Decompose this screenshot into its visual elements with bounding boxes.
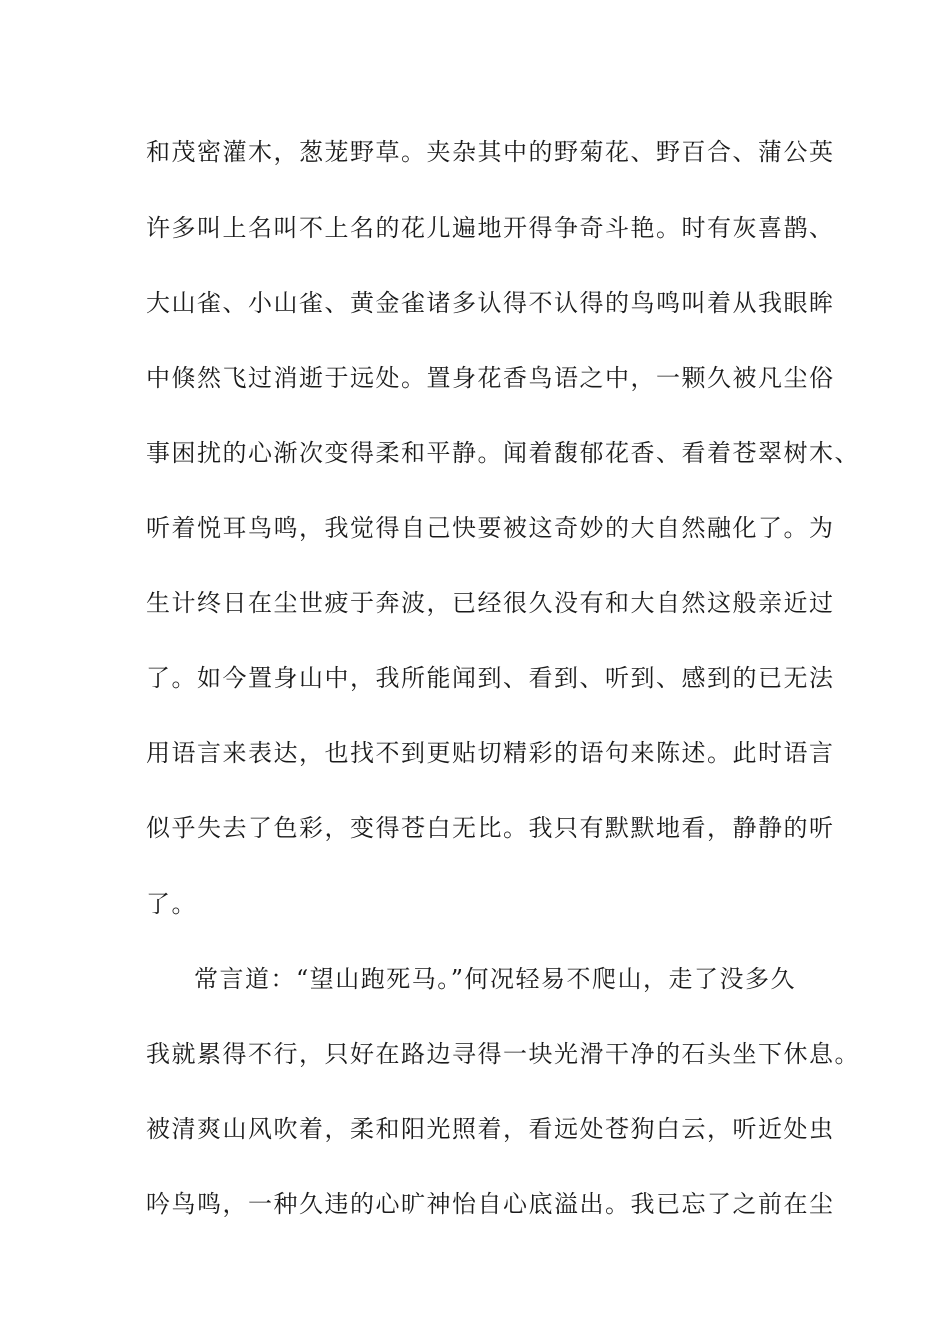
text-line: 听着悦耳鸟鸣，我觉得自己快要被这奇妙的大自然融化了。为	[146, 514, 835, 542]
text-line: 用语言来表达，也找不到更贴切精彩的语句来陈述。此时语言	[146, 739, 835, 767]
text-line: 被清爽山风吹着，柔和阳光照着，看远处苍狗白云，听近处虫	[146, 1115, 835, 1143]
text-line: 和茂密灌木，葱茏野草。夹杂其中的野菊花、野百合、蒲公英	[146, 138, 835, 166]
text-line: 事困扰的心渐次变得柔和平静。闻着馥郁花香、看着苍翠树木、	[146, 439, 860, 467]
text-line: 吟鸟鸣，一种久违的心旷神怡自心底溢出。我已忘了之前在尘	[146, 1190, 835, 1218]
paragraph-first-line: 常言道：“望山跑死马。”何况轻易不爬山，走了没多久	[194, 965, 797, 993]
text-line: 似乎失去了色彩，变得苍白无比。我只有默默地看，静静的听	[146, 814, 835, 842]
text-line: 中倏然飞过消逝于远处。置身花香鸟语之中，一颗久被凡尘俗	[146, 364, 835, 392]
text-line: 许多叫上名叫不上名的花儿遍地开得争奇斗艳。时有灰喜鹊、	[146, 214, 835, 242]
text-line: 了。	[146, 890, 197, 918]
text-line: 了。如今置身山中，我所能闻到、看到、听到、感到的已无法	[146, 664, 835, 692]
text-line: 我就累得不行，只好在路边寻得一块光滑干净的石头坐下休息。	[146, 1040, 860, 1068]
text-line: 大山雀、小山雀、黄金雀诸多认得不认得的鸟鸣叫着从我眼眸	[146, 289, 835, 317]
text-line: 生计终日在尘世疲于奔波，已经很久没有和大自然这般亲近过	[146, 589, 835, 617]
